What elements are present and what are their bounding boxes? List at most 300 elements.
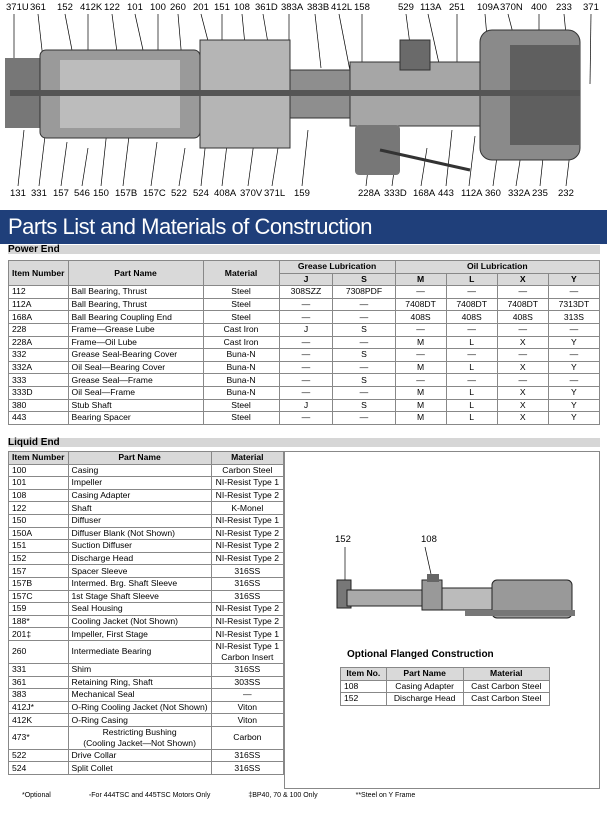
leader-line [179, 148, 185, 186]
optional-flanged-table [340, 667, 550, 706]
leader-line [123, 136, 129, 186]
optional-flanged-heading: Optional Flanged Construction [347, 649, 494, 660]
table-cell: — [548, 323, 599, 336]
callout-label: 122 [104, 2, 120, 13]
table-row [9, 676, 284, 689]
callout-label: 371L [264, 188, 286, 199]
table-cell: Restricting Bushing (Cooling Jacket—Not Shown) [68, 726, 211, 749]
table-row [9, 286, 600, 299]
table-cell: 7313DT [548, 298, 599, 311]
table-cell: — [279, 298, 333, 311]
leader-line [39, 136, 45, 186]
table-cell: — [497, 323, 548, 336]
table-row [9, 464, 284, 477]
table-row [341, 693, 550, 706]
leader-line [18, 130, 24, 186]
callout-152: 152 [335, 534, 351, 545]
callout-label: 108 [234, 2, 250, 13]
table-cell: Cast Iron [203, 336, 279, 349]
table-cell: — [548, 374, 599, 387]
table-cell: — [333, 361, 395, 374]
table-cell: Drive Collar [68, 749, 211, 762]
callout-label: 546 [74, 188, 90, 199]
callout-label: 383B [307, 2, 330, 13]
table-cell: Mechanical Seal [68, 689, 211, 702]
table-cell: Grease Seal-Bearing Cover [68, 349, 203, 362]
table-row [9, 565, 284, 578]
table-row [9, 749, 284, 762]
table-cell: — [279, 336, 333, 349]
table-cell: 112 [9, 286, 69, 299]
table-cell: L [446, 412, 497, 425]
table-cell: 7308PDF [333, 286, 395, 299]
flanged-pump-illustration [285, 452, 599, 642]
callout-label: 131 [10, 188, 26, 199]
table-cell: Y [548, 386, 599, 399]
table-cell: — [333, 336, 395, 349]
table-cell: S [333, 349, 395, 362]
table-cell: Steel [203, 399, 279, 412]
table-cell: 260 [9, 640, 69, 663]
table-cell: 100 [9, 464, 69, 477]
callout-label: 333D [384, 188, 407, 199]
liquid-end-table [8, 451, 284, 775]
table-cell: L [446, 386, 497, 399]
table-cell: 473* [9, 726, 69, 749]
table-cell: 112A [9, 298, 69, 311]
col-y: Y [548, 273, 599, 286]
table-cell: 316SS [211, 590, 283, 603]
table-cell: — [333, 412, 395, 425]
table-cell: Split Collet [68, 762, 211, 775]
table-cell: Discharge Head [68, 552, 211, 565]
col-part-name: Part Name [386, 668, 463, 681]
table-row [9, 323, 600, 336]
leader-line [61, 142, 67, 186]
table-cell: Casing Adapter [386, 680, 463, 693]
table-cell: 380 [9, 399, 69, 412]
callout-label: 408A [214, 188, 237, 199]
group-grease-lubrication: Grease Lubrication [279, 261, 395, 274]
table-cell: 101 [9, 477, 69, 490]
table-cell: 122 [9, 502, 69, 515]
leader-line [302, 130, 308, 186]
callout-label: 157C [143, 188, 166, 199]
table-cell: 108 [9, 489, 69, 502]
table-cell: 408S [395, 311, 446, 324]
table-row [9, 540, 284, 553]
table-cell: — [497, 286, 548, 299]
footnote-steel: **Steel on Y Frame [355, 792, 416, 799]
table-cell: 412K [9, 714, 69, 727]
table-cell: — [279, 374, 333, 387]
liquid-end-heading: Liquid End [8, 437, 60, 448]
col-part-name: Part Name [68, 452, 211, 465]
table-cell: — [333, 386, 395, 399]
table-cell: Viton [211, 714, 283, 727]
table-cell: — [446, 323, 497, 336]
col-m: M [395, 273, 446, 286]
col-material: Material [203, 261, 279, 286]
callout-label: 443 [438, 188, 454, 199]
optional-flanged-inset [284, 451, 600, 789]
table-cell: — [279, 386, 333, 399]
callout-label: 112A [461, 188, 483, 199]
callout-label: 522 [171, 188, 187, 199]
table-cell: Y [548, 336, 599, 349]
table-cell: S [333, 399, 395, 412]
table-row [9, 336, 600, 349]
table-cell: NI-Resist Type 2 [211, 527, 283, 540]
table-cell: 228 [9, 323, 69, 336]
callout-label: 109A [477, 2, 500, 13]
table-cell: Steel [203, 286, 279, 299]
table-row [9, 714, 284, 727]
table-cell: Grease Seal—Frame [68, 374, 203, 387]
table-cell: 188* [9, 615, 69, 628]
table-row [9, 640, 284, 663]
table-cell: 108 [341, 680, 387, 693]
table-row [9, 577, 284, 590]
footnotes [8, 792, 600, 799]
table-cell: — [333, 311, 395, 324]
table-cell: Carbon Steel [211, 464, 283, 477]
table-cell: — [548, 286, 599, 299]
power-end-table [8, 260, 600, 425]
table-cell: 308SZZ [279, 286, 333, 299]
table-cell: 152 [9, 552, 69, 565]
table-row [9, 701, 284, 714]
table-cell: 7408DT [497, 298, 548, 311]
callout-label: 260 [170, 2, 186, 13]
table-cell: 159 [9, 603, 69, 616]
table-row [9, 603, 284, 616]
callout-label: 168A [413, 188, 436, 199]
table-cell: Shaft [68, 502, 211, 515]
table-cell: 151 [9, 540, 69, 553]
footnote-optional: *Optional [22, 792, 51, 799]
table-cell: NI-Resist Type 1 Carbon Insert [211, 640, 283, 663]
leader-line [272, 148, 278, 186]
table-cell: Impeller [68, 477, 211, 490]
table-cell: 331 [9, 663, 69, 676]
table-row [9, 628, 284, 641]
table-cell: NI-Resist Type 1 [211, 477, 283, 490]
table-cell: NI-Resist Type 2 [211, 552, 283, 565]
table-cell: X [497, 412, 548, 425]
table-cell: Frame—Grease Lube [68, 323, 203, 336]
callout-label: 157 [53, 188, 69, 199]
col-s: S [333, 273, 395, 286]
table-row [9, 386, 600, 399]
callout-label: 331 [31, 188, 47, 199]
callout-label: 150 [93, 188, 109, 199]
table-cell: 316SS [211, 663, 283, 676]
table-cell: — [395, 323, 446, 336]
table-cell: 313S [548, 311, 599, 324]
table-cell: — [446, 349, 497, 362]
table-cell: 303SS [211, 676, 283, 689]
table-cell: 383 [9, 689, 69, 702]
table-row [9, 762, 284, 775]
table-cell: Carbon [211, 726, 283, 749]
table-cell: 201‡ [9, 628, 69, 641]
table-row [9, 349, 600, 362]
table-cell: Cast Carbon Steel [463, 693, 549, 706]
table-cell: — [279, 311, 333, 324]
table-cell: Retaining Ring, Shaft [68, 676, 211, 689]
table-cell: Shim [68, 663, 211, 676]
callout-label: 100 [150, 2, 166, 13]
table-cell: NI-Resist Type 1 [211, 628, 283, 641]
power-end-heading: Power End [8, 244, 60, 255]
table-cell: — [446, 286, 497, 299]
table-cell: 412J* [9, 701, 69, 714]
table-cell: Discharge Head [386, 693, 463, 706]
callout-label: 360 [485, 188, 501, 199]
callout-label: 383A [281, 2, 304, 13]
pump-cross-section-illustration [0, 0, 607, 210]
table-row [9, 298, 600, 311]
callout-label: 201 [193, 2, 209, 13]
callout-label: 228A [358, 188, 381, 199]
table-cell: Steel [203, 412, 279, 425]
table-cell: — [211, 689, 283, 702]
callout-label: 370V [240, 188, 263, 199]
table-cell: 7408DT [446, 298, 497, 311]
table-row [341, 680, 550, 693]
table-row [9, 477, 284, 490]
callout-label: 152 [57, 2, 73, 13]
table-cell: 150 [9, 514, 69, 527]
table-cell: Y [548, 399, 599, 412]
table-cell: 228A [9, 336, 69, 349]
table-cell: — [395, 374, 446, 387]
table-cell: Ball Bearing, Thrust [68, 286, 203, 299]
callout-label: 113A [420, 2, 442, 13]
callout-label: 332A [508, 188, 531, 199]
table-row [9, 502, 284, 515]
callout-label: 371 [583, 2, 599, 13]
table-cell: X [497, 361, 548, 374]
table-cell: J [279, 323, 333, 336]
table-row [9, 726, 284, 749]
col-material: Material [463, 668, 549, 681]
table-cell: Ball Bearing Coupling End [68, 311, 203, 324]
callout-label: 371U [6, 2, 29, 13]
table-cell: O-Ring Casing [68, 714, 211, 727]
group-oil-lubrication: Oil Lubrication [395, 261, 599, 274]
table-cell: O-Ring Cooling Jacket (Not Shown) [68, 701, 211, 714]
table-cell: NI-Resist Type 2 [211, 603, 283, 616]
leader-line [421, 148, 427, 186]
table-cell: M [395, 361, 446, 374]
leader-line [82, 148, 88, 186]
table-row [9, 361, 600, 374]
page-title: Parts List and Materials of Construction [8, 214, 372, 239]
table-cell: Cooling Jacket (Not Shown) [68, 615, 211, 628]
callout-label: 159 [294, 188, 310, 199]
table-cell: Buna-N [203, 349, 279, 362]
table-cell: Buna-N [203, 386, 279, 399]
table-cell: 443 [9, 412, 69, 425]
table-cell: — [279, 412, 333, 425]
table-cell: 157 [9, 565, 69, 578]
table-cell: 408S [497, 311, 548, 324]
col-j: J [279, 273, 333, 286]
table-cell: 522 [9, 749, 69, 762]
table-cell: NI-Resist Type 1 [211, 514, 283, 527]
table-cell: L [446, 361, 497, 374]
table-cell: Casing Adapter [68, 489, 211, 502]
table-row [9, 552, 284, 565]
table-cell: 150A [9, 527, 69, 540]
footnote-motors: ◦For 444TSC and 445TSC Motors Only [88, 792, 211, 799]
table-cell: Diffuser [68, 514, 211, 527]
leader-line [248, 142, 254, 186]
table-row [9, 311, 600, 324]
table-row [9, 590, 284, 603]
table-cell: Y [548, 361, 599, 374]
callout-label: 400 [531, 2, 547, 13]
cross-section-drawing [0, 0, 607, 210]
table-cell: — [279, 349, 333, 362]
callout-label: 524 [193, 188, 209, 199]
leader-line [469, 136, 475, 186]
table-cell: — [395, 349, 446, 362]
table-cell: M [395, 336, 446, 349]
table-cell: 316SS [211, 749, 283, 762]
table-cell: Stub Shaft [68, 399, 203, 412]
table-cell: — [279, 361, 333, 374]
table-cell: K-Monel [211, 502, 283, 515]
table-cell: Spacer Sleeve [68, 565, 211, 578]
col-item-number: Item Number [9, 452, 69, 465]
table-cell: 152 [341, 693, 387, 706]
table-cell: — [497, 374, 548, 387]
table-cell: Y [548, 412, 599, 425]
table-cell: Seal Housing [68, 603, 211, 616]
col-material: Material [211, 452, 283, 465]
table-cell: NI-Resist Type 2 [211, 540, 283, 553]
table-cell: Intermediate Bearing [68, 640, 211, 663]
table-cell: Steel [203, 298, 279, 311]
table-cell: S [333, 323, 395, 336]
table-cell: Diffuser Blank (Not Shown) [68, 527, 211, 540]
table-cell: 157C [9, 590, 69, 603]
table-cell: 316SS [211, 577, 283, 590]
table-cell: S [333, 374, 395, 387]
table-cell: 168A [9, 311, 69, 324]
table-cell: X [497, 399, 548, 412]
callout-label: 412L [331, 2, 353, 13]
callout-label: 158 [354, 2, 370, 13]
table-cell: Suction Diffuser [68, 540, 211, 553]
table-cell: Impeller, First Stage [68, 628, 211, 641]
table-row [9, 527, 284, 540]
callout-label: 151 [214, 2, 230, 13]
table-cell: M [395, 399, 446, 412]
table-cell: Bearing Spacer [68, 412, 203, 425]
title-bar [0, 210, 607, 244]
callout-label: 232 [558, 188, 574, 199]
table-cell: Oil Seal—Bearing Cover [68, 361, 203, 374]
table-cell: 333 [9, 374, 69, 387]
leader-line [446, 130, 452, 186]
section-rule [8, 438, 600, 447]
table-cell: Ball Bearing, Thrust [68, 298, 203, 311]
table-cell: 524 [9, 762, 69, 775]
table-cell: — [497, 349, 548, 362]
table-cell: Buna-N [203, 361, 279, 374]
table-cell: Buna-N [203, 374, 279, 387]
col-x: X [497, 273, 548, 286]
col-part-name: Part Name [68, 261, 203, 286]
table-cell: 332 [9, 349, 69, 362]
table-cell: — [446, 374, 497, 387]
table-row [9, 663, 284, 676]
table-cell: X [497, 336, 548, 349]
table-cell: Viton [211, 701, 283, 714]
table-cell: Casing [68, 464, 211, 477]
table-cell: Cast Iron [203, 323, 279, 336]
leader-line [151, 142, 157, 186]
table-cell: 361 [9, 676, 69, 689]
table-cell: 1st Stage Shaft Sleeve [68, 590, 211, 603]
callout-label: 370N [500, 2, 523, 13]
callout-label: 412K [80, 2, 103, 13]
leader-line [339, 14, 351, 76]
table-cell: 408S [446, 311, 497, 324]
leader-line [590, 14, 591, 84]
table-cell: L [446, 399, 497, 412]
table-cell: Cast Carbon Steel [463, 680, 549, 693]
table-cell: Intermed. Brg. Shaft Sleeve [68, 577, 211, 590]
section-rule [8, 245, 600, 254]
table-cell: NI-Resist Type 2 [211, 615, 283, 628]
callout-label: 101 [127, 2, 143, 13]
table-cell: Frame—Oil Lube [68, 336, 203, 349]
table-row [9, 374, 600, 387]
table-cell: — [333, 298, 395, 311]
table-row [9, 689, 284, 702]
col-item-no: Item No. [341, 668, 387, 681]
table-row [9, 514, 284, 527]
table-cell: 157B [9, 577, 69, 590]
table-cell: 332A [9, 361, 69, 374]
table-cell: M [395, 412, 446, 425]
table-cell: L [446, 336, 497, 349]
table-cell: Oil Seal—Frame [68, 386, 203, 399]
table-cell: Steel [203, 311, 279, 324]
table-cell: NI-Resist Type 2 [211, 489, 283, 502]
table-row [9, 489, 284, 502]
callout-label: 233 [556, 2, 572, 13]
callout-label: 235 [532, 188, 548, 199]
col-l: L [446, 273, 497, 286]
callout-label: 157B [115, 188, 138, 199]
callout-label: 361D [255, 2, 278, 13]
table-cell: J [279, 399, 333, 412]
col-item-number: Item Number [9, 261, 69, 286]
footnote-bp: ‡BP40, 70 & 100 Only [248, 792, 318, 799]
table-cell: M [395, 386, 446, 399]
callout-label: 529 [398, 2, 414, 13]
table-cell: — [548, 349, 599, 362]
table-row [9, 412, 600, 425]
table-cell: 7408DT [395, 298, 446, 311]
table-row [9, 399, 600, 412]
